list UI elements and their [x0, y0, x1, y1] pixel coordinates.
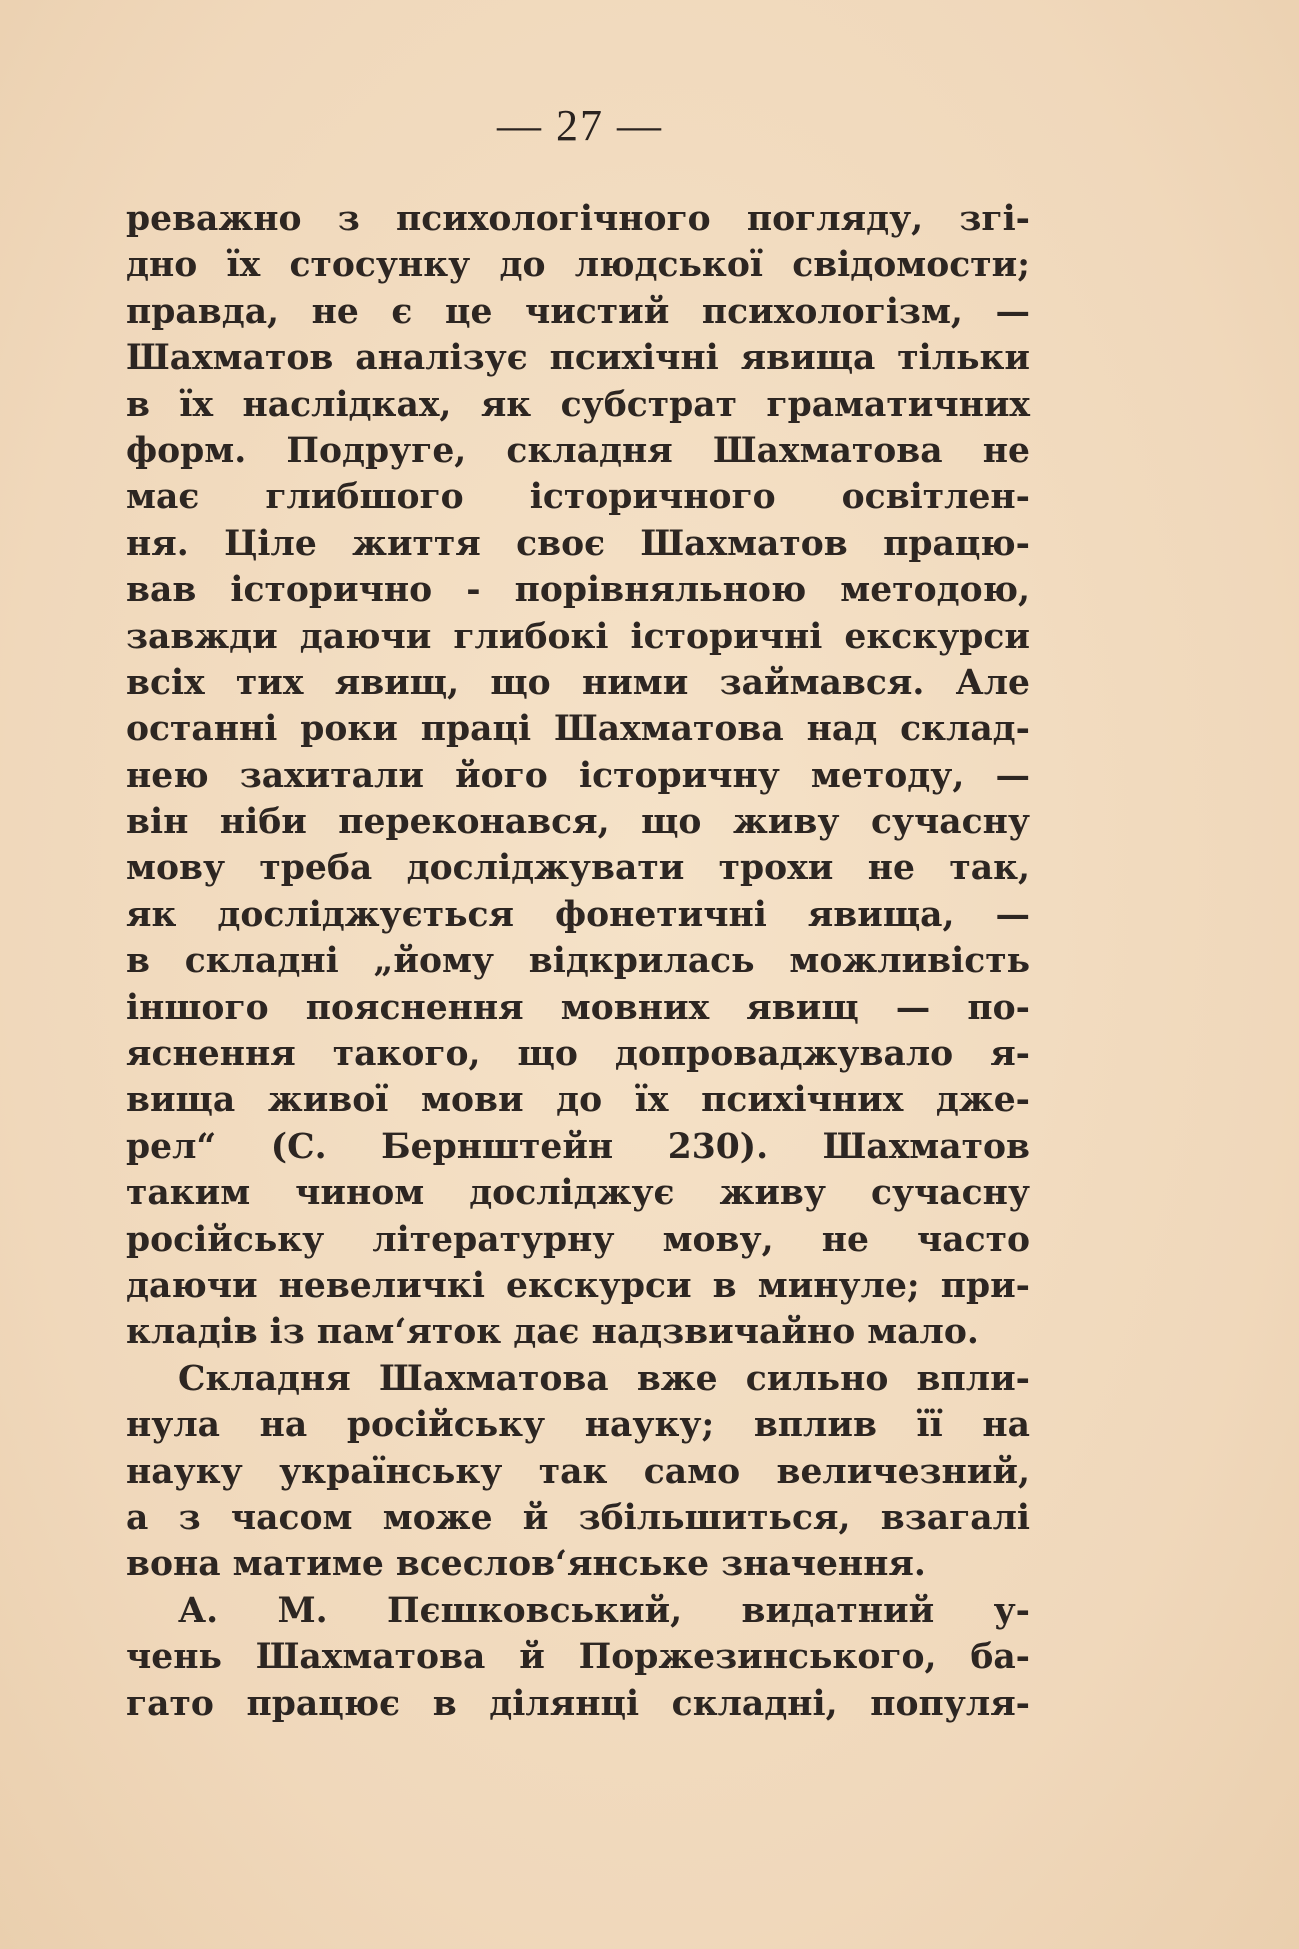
- body-text: [126, 196, 1030, 1727]
- text-line: дно їх стосунку до людської свідомости;: [126, 245, 1030, 286]
- text-line: правда, не є це чистий психологізм, —: [126, 291, 1030, 332]
- text-line: реважно з психологічного погляду, згі-: [126, 199, 1030, 239]
- text-line: рел“ (С. Бернштейн 230). Шахматов: [126, 1126, 1030, 1167]
- text-line: ня. Ціле життя своє Шахматов працю-: [126, 523, 1030, 564]
- text-line: а з часом може й збільшиться, взагалі: [126, 1497, 1030, 1538]
- text-line: даючи невеличкі екскурси в минуле; при-: [126, 1265, 1030, 1306]
- text-line: нула на російську науку; вплив її на: [126, 1405, 1030, 1446]
- text-line: мову треба досліджувати трохи не так,: [126, 848, 1030, 889]
- text-line: вища живої мови до їх психічних дже-: [126, 1080, 1030, 1121]
- text-line: нею захитали його історичну методу, —: [126, 755, 1030, 796]
- text-line: має глибшого історичного освітлен-: [126, 477, 1030, 518]
- text-line: в їх наслідках, як субстрат граматичних: [126, 384, 1030, 425]
- text-line: яснення такого, що допроваджувало я-: [126, 1034, 1030, 1075]
- text-line: в складні „йому відкрилась можливість: [126, 941, 1030, 982]
- text-line: російську літературну мову, не часто: [126, 1219, 1030, 1260]
- text-line: таким чином досліджує живу сучасну: [126, 1173, 1030, 1214]
- text-line: гато працює в ділянці складні, популя-: [126, 1683, 1030, 1724]
- text-line: науку українську так само величезний,: [126, 1451, 1030, 1492]
- page-number: — 27 —: [497, 101, 663, 150]
- text-line: він ніби переконався, що живу сучасну: [126, 802, 1030, 843]
- text-line: кладів із пам‘яток дає надзвичайно мало.: [126, 1312, 979, 1353]
- text-line: іншого пояснення мовних явищ — по-: [126, 987, 1030, 1028]
- text-line: останні роки праці Шахматова над склад-: [126, 709, 1030, 750]
- text-line: А. М. Пєшковський, видатний у-: [178, 1590, 1030, 1631]
- text-line: як досліджується фонетичні явища, —: [126, 894, 1030, 935]
- text-line: завжди даючи глибокі історичні екскурси: [126, 616, 1030, 657]
- text-line: Шахматов аналізує психічні явища тільки: [126, 338, 1030, 379]
- text-line: форм. Подруге, складня Шахматова не: [126, 430, 1030, 471]
- text-line: всіх тих явищ, що ними займався. Але: [126, 662, 1030, 703]
- text-line: вав історично - порівняльною методою,: [126, 570, 1030, 611]
- text-line: чень Шахматова й Поржезинського, ба-: [126, 1637, 1030, 1678]
- text-line: вона матиме всеслов‘янське значення.: [126, 1544, 926, 1585]
- text-line: Складня Шахматова вже сильно впли-: [178, 1358, 1030, 1399]
